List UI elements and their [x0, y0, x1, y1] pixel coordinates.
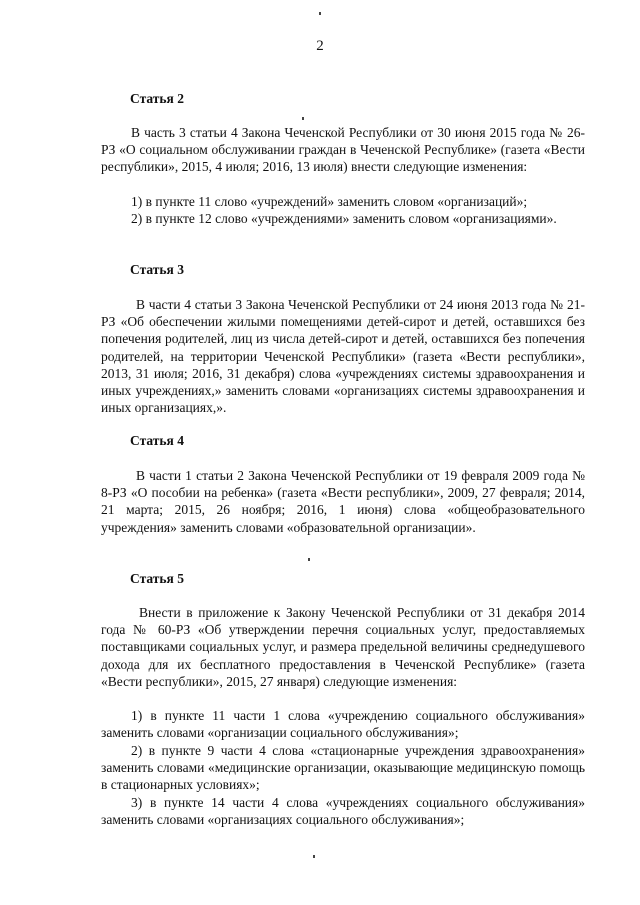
- article-heading: Статья 4: [130, 433, 184, 448]
- article-paragraph: 1) в пункте 11 слово «учреждений» заменить словом «организаций»;: [131, 194, 528, 209]
- scan-speck: [313, 855, 315, 858]
- article-paragraph: Внести в приложение к Закону Чеченской Республики от 31 декабря 2014 года № 60-РЗ «Об утверждении перечня социальных услуг, предоставляемых поставщиками социальных услуг, и размера предельной величины среднедушевого дохода для их бесплатного предоставления в Чеченской Республике» (газета «Вести республики», 2015, 27 января) следующие изменения:: [101, 605, 585, 689]
- scan-speck: [308, 558, 310, 561]
- article-paragraph: 3) в пункте 14 части 4 слова «учреждениях социального обслуживания» заменить словами «организациях социального обслуживания»;: [101, 795, 585, 828]
- article-heading: Статья 3: [130, 262, 184, 277]
- page-number: 2: [316, 38, 324, 54]
- article-paragraph: В части 1 статьи 2 Закона Чеченской Республики от 19 февраля 2009 года № 8-РЗ «О пособии на ребенка» (газета «Вести республики», 2009, 27 февраля; 2014, 21 марта; 2015, 26 ноября; 2016, 1 июня) слова «общеобразовательного учреждения» заменить словами «образовательной организации».: [101, 468, 585, 535]
- article-paragraph: В части 4 статьи 3 Закона Чеченской Республики от 24 июня 2013 года № 21-РЗ «Об обеспечении жилыми помещениями детей-сирот и детей, оставшихся без попечения родителей, лиц из числа детей-сирот и детей, оставшихся без попечения родителей, на территории Чеченской Республики» (газета «Вести республики», 2013, 31 июля; 2016, 31 декабря) слова «учреждениях системы здравоохранения и иных учреждениях,» заменить словами «организациях системы здравоохранения и иных организациях,».: [101, 297, 585, 416]
- article-paragraph: 2) в пункте 9 части 4 слова «стационарные учреждения здравоохранения» заменить словами «медицинские организации, оказывающие медицинскую помощь в стационарных условиях»;: [101, 743, 585, 793]
- scan-speck: [319, 12, 321, 15]
- scan-speck: [302, 117, 304, 120]
- article-heading: Статья 2: [130, 91, 184, 106]
- article-paragraph: В часть 3 статьи 4 Закона Чеченской Республики от 30 июня 2015 года № 26-РЗ «О социальном обслуживании граждан в Чеченской Республике» (газета «Вести республики», 2015, 4 июля; 2016, 13 июля) внести следующие изменения:: [101, 125, 585, 175]
- article-paragraph: 2) в пункте 12 слово «учреждениями» заменить словом «организациями».: [131, 211, 557, 226]
- article-paragraph: 1) в пункте 11 части 1 слова «учреждению социального обслуживания» заменить словами «организации социального обслуживания»;: [101, 708, 585, 741]
- article-heading: Статья 5: [130, 571, 184, 586]
